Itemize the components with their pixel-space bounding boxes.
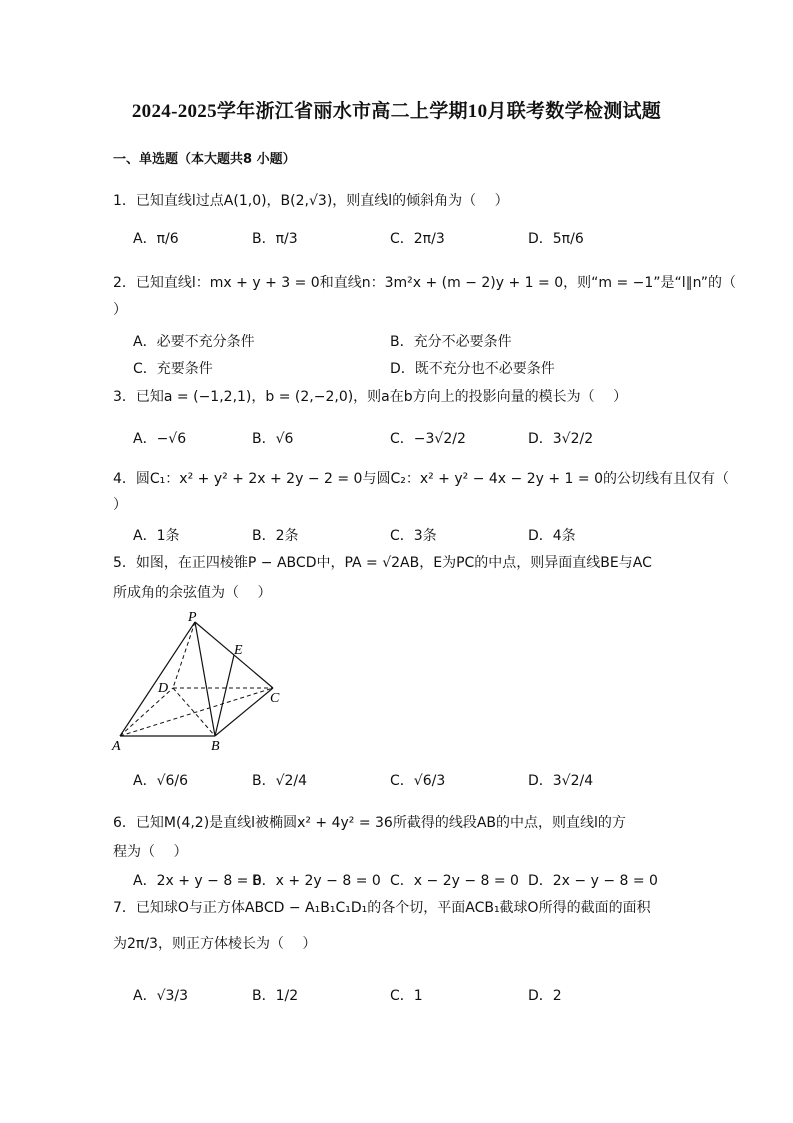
q6-option-d[interactable] bbox=[528, 870, 658, 890]
label-a: A bbox=[112, 739, 121, 753]
option-text: B．√6 bbox=[252, 431, 294, 447]
segment-be bbox=[215, 655, 234, 736]
option-text: D．2x − y − 8 = 0 bbox=[528, 873, 658, 889]
q1-option-d[interactable] bbox=[528, 228, 584, 248]
q1-option-b[interactable] bbox=[252, 228, 298, 248]
option-text: D．3√2/2 bbox=[528, 431, 594, 447]
q7-line2-prefix: 为 bbox=[113, 936, 127, 952]
option-text: A．√6/6 bbox=[133, 773, 189, 789]
option-text: B．2条 bbox=[252, 528, 299, 544]
q5-option-d[interactable] bbox=[528, 770, 593, 790]
question-5-line-1: 5．如图，在正四棱锥P − ABCD中，PA = √2AB，E为PC的中点，则异面直线BE与AC bbox=[113, 555, 652, 571]
q2-option-b[interactable] bbox=[390, 331, 512, 351]
page-title: 2024-2025学年浙江省丽水市高二上学期10月联考数学检测试题 bbox=[131, 101, 662, 122]
question-6-line-1: 6．已知M(4,2)是直线l被椭圆x² + 4y² = 36所截得的线段AB的中点，则直线l的方 bbox=[113, 815, 626, 831]
question-6-line-2: 程为（ ） bbox=[113, 844, 188, 860]
pyramid-figure bbox=[110, 608, 290, 753]
option-text: A．2x + y − 8 = 0 bbox=[133, 873, 262, 889]
label-p: P bbox=[188, 610, 197, 625]
question-7-line-1: 7．已知球O与正方体ABCD − A₁B₁C₁D₁的各个切，平面ACB₁截球O所得的截面的面积 bbox=[113, 900, 651, 916]
label-d: D bbox=[158, 681, 169, 696]
question-2-line-2: ） bbox=[113, 302, 127, 318]
diagonal-ac bbox=[120, 688, 273, 736]
question-5-line-2: 所成角的余弦值为（ ） bbox=[113, 585, 272, 601]
q7-option-b[interactable] bbox=[252, 985, 298, 1005]
option-text: C．3条 bbox=[390, 528, 437, 544]
q7-option-c[interactable] bbox=[390, 985, 423, 1005]
q7-fraction: 2π/3 bbox=[127, 936, 158, 952]
q3-option-d[interactable] bbox=[528, 428, 593, 448]
option-text: C．2π/3 bbox=[390, 231, 445, 247]
label-e: E bbox=[234, 643, 243, 658]
option-text: D．5π/6 bbox=[528, 231, 584, 247]
q2-option-c[interactable] bbox=[133, 358, 213, 378]
diagonal-bd bbox=[173, 688, 215, 736]
option-text: B．充分不必要条件 bbox=[390, 334, 512, 350]
q3-option-a[interactable] bbox=[133, 428, 186, 448]
question-3: 3．已知a = (−1,2,1)，b = (2,−2,0)，则a在b方向上的投影向量的模长为（ ） bbox=[113, 389, 628, 405]
label-b: B bbox=[211, 739, 220, 753]
edge-bc bbox=[215, 688, 273, 736]
option-text: D．2 bbox=[528, 988, 562, 1004]
label-c: C bbox=[270, 691, 280, 706]
option-text: C．−3√2/2 bbox=[390, 431, 466, 447]
q3-option-c[interactable] bbox=[390, 428, 466, 448]
option-text: C．1 bbox=[390, 988, 423, 1004]
q7-line2-suffix: ，则正方体棱长为（ ） bbox=[157, 936, 317, 952]
option-text: D．3√2/4 bbox=[528, 773, 594, 789]
section-heading: 一、单选题（本大题共8 小题） bbox=[113, 152, 296, 167]
q7-option-d[interactable] bbox=[528, 985, 562, 1005]
option-text: B．1/2 bbox=[252, 988, 299, 1004]
option-text: C．x − 2y − 8 = 0 bbox=[390, 873, 519, 889]
q4-option-c[interactable] bbox=[390, 525, 437, 545]
option-text: C．√6/3 bbox=[390, 773, 446, 789]
q6-option-a[interactable] bbox=[133, 870, 262, 890]
q5-option-a[interactable] bbox=[133, 770, 188, 790]
q4-option-a[interactable] bbox=[133, 525, 179, 545]
question-1: 1．已知直线l过点A(1,0)，B(2,√3)，则直线l的倾斜角为（ ） bbox=[113, 193, 509, 209]
option-text: B．√2/4 bbox=[252, 773, 308, 789]
q5-option-c[interactable] bbox=[390, 770, 445, 790]
q1-option-c[interactable] bbox=[390, 228, 445, 248]
q5-option-b[interactable] bbox=[252, 770, 307, 790]
question-7-line-2 bbox=[113, 933, 316, 955]
q4-option-d[interactable] bbox=[528, 525, 576, 545]
edge-pb bbox=[195, 622, 215, 736]
edge-pa bbox=[120, 622, 195, 736]
q2-option-a[interactable] bbox=[133, 331, 255, 351]
q3-option-b[interactable] bbox=[252, 428, 293, 448]
option-text: A．π/6 bbox=[133, 231, 179, 247]
option-text: A．必要不充分条件 bbox=[133, 334, 255, 350]
option-text: A．1条 bbox=[133, 528, 180, 544]
option-text: A．√3/3 bbox=[133, 988, 189, 1004]
option-text: A．−√6 bbox=[133, 431, 187, 447]
q2-option-d[interactable] bbox=[390, 358, 555, 378]
q7-option-a[interactable] bbox=[133, 985, 188, 1005]
option-text: D．4条 bbox=[528, 528, 576, 544]
option-text: B．x + 2y − 8 = 0 bbox=[252, 873, 381, 889]
question-4-line-1: 4．圆C₁：x² + y² + 2x + 2y − 2 = 0与圆C₂：x² + y² − 4x − 2y + 1 = 0的公切线有且仅有（ bbox=[113, 471, 729, 487]
option-text: D．既不充分也不必要条件 bbox=[390, 361, 555, 377]
q6-option-b[interactable] bbox=[252, 870, 381, 890]
q4-option-b[interactable] bbox=[252, 525, 299, 545]
option-text: C．充要条件 bbox=[133, 361, 213, 377]
q1-option-a[interactable] bbox=[133, 228, 179, 248]
option-text: B．π/3 bbox=[252, 231, 298, 247]
question-2-line-1: 2．已知直线l：mx + y + 3 = 0和直线n：3m²x + (m − 2)y + 1 = 0，则“m = −1”是“l∥n”的（ bbox=[113, 275, 737, 291]
q6-option-c[interactable] bbox=[390, 870, 519, 890]
edge-pd bbox=[173, 622, 195, 688]
question-4-line-2: ） bbox=[113, 497, 127, 513]
